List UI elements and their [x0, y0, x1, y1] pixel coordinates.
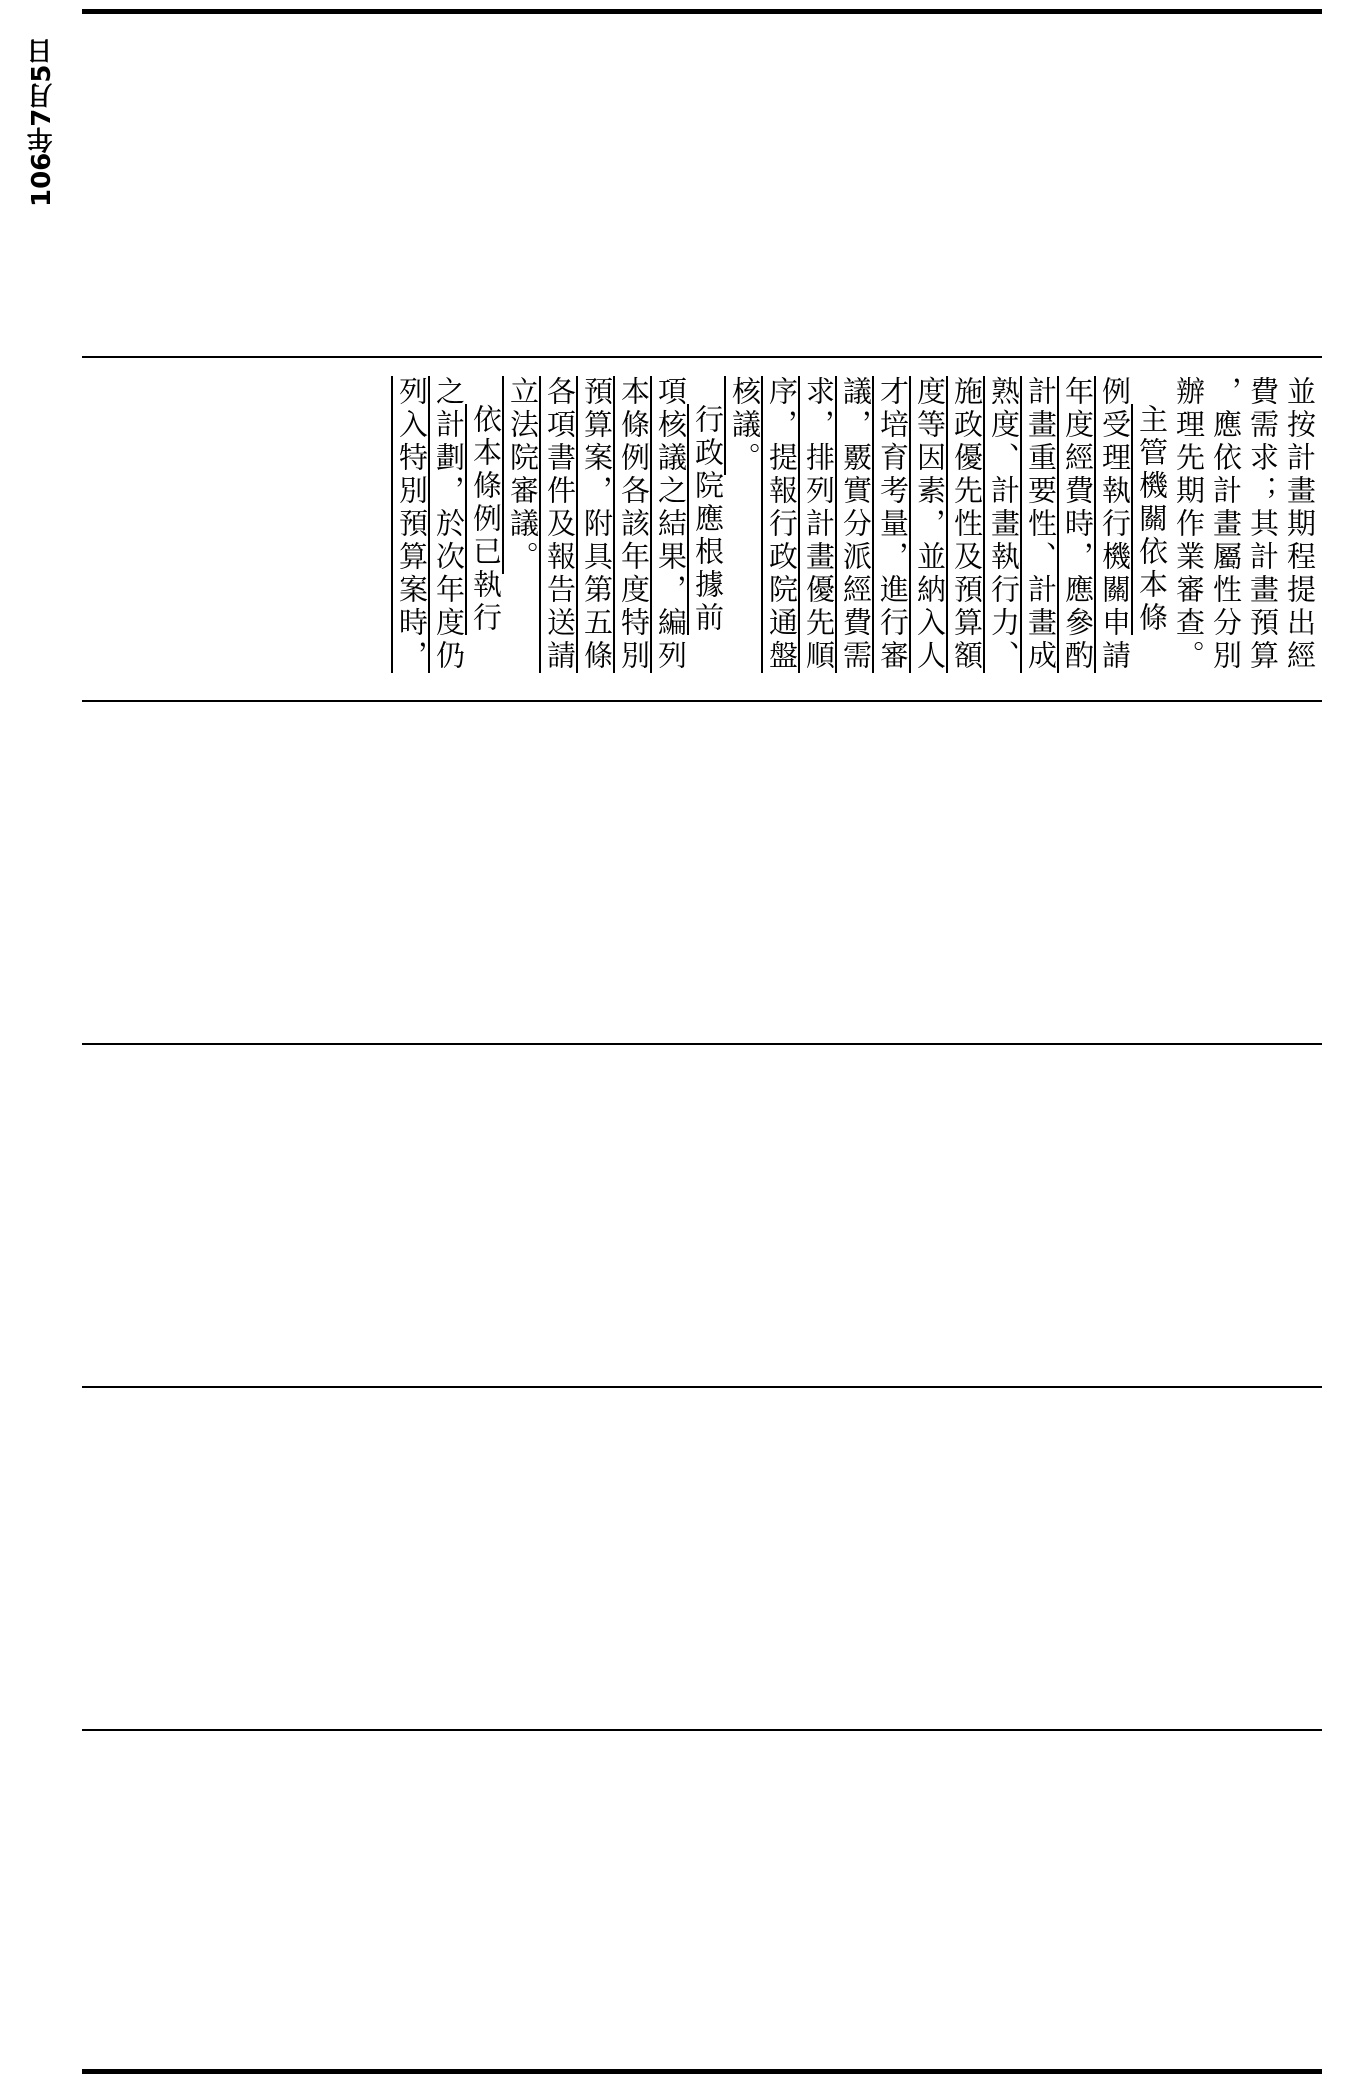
text-column	[1059, 376, 1096, 696]
column-amended-text: 各項書件及報告送請	[543, 376, 577, 673]
column-amended-text: 才培育考量，進行審	[876, 376, 910, 673]
column-amended-text: 求，排列計畫優先順	[802, 376, 836, 673]
text-column	[985, 376, 1022, 696]
text-column	[1281, 376, 1318, 696]
text-column	[652, 376, 689, 696]
column-plain-text: ，應依計畫屬性分別	[1209, 376, 1243, 673]
column-amended-text: 序，提報行政院通盤	[765, 376, 799, 673]
text-column	[689, 376, 726, 696]
text-column	[467, 376, 504, 696]
text-column	[948, 376, 985, 696]
column-amended-text: 立法院審議。	[506, 376, 540, 574]
column-amended-text: 依本條例已執行	[469, 404, 503, 635]
column-amended-text: 計畫重要性、計畫成	[1024, 376, 1058, 673]
column-amended-text: 主管機關依本條	[1135, 404, 1169, 635]
text-column	[763, 376, 800, 696]
text-column	[1133, 376, 1170, 696]
column-amended-text: 列入特別預算案時，	[395, 376, 429, 673]
column-amended-text: 施政優先性及預算額	[950, 376, 984, 673]
column-amended-text: 預算案，附具第五條	[580, 376, 614, 673]
column-plain-text: 費需求；其計畫預算	[1246, 376, 1280, 673]
column-amended-text: 年度經費時，應參酌	[1061, 376, 1095, 673]
column-amended-text: 項核議之結果，編列	[654, 376, 688, 673]
article-text-cell	[88, 368, 1318, 696]
text-column	[1022, 376, 1059, 696]
column-amended-text: 熟度、計畫執行力、	[987, 376, 1021, 673]
row-divider-5	[82, 1729, 1322, 1731]
text-column	[874, 376, 911, 696]
column-amended-text: 本條例各該年度特別	[617, 376, 651, 673]
text-column	[1170, 376, 1207, 696]
column-amended-text: 度等因素，並納入人	[913, 376, 947, 673]
text-column	[911, 376, 948, 696]
bottom-border-rule	[82, 2069, 1322, 2074]
text-column	[1244, 376, 1281, 696]
column-plain-text: 並按計畫期程提出經	[1283, 376, 1317, 673]
text-column	[1096, 376, 1133, 696]
column-amended-text: 例受理執行機關申請	[1098, 376, 1132, 673]
text-column	[504, 376, 541, 696]
text-column	[578, 376, 615, 696]
row-divider-4	[82, 1386, 1322, 1388]
row-divider-1	[82, 356, 1322, 358]
page-date-header: 106年7月5日	[27, 38, 57, 208]
column-amended-text: 核議。	[728, 376, 762, 475]
column-amended-text: 行政院應根據前	[691, 404, 725, 635]
text-column	[430, 376, 467, 696]
row-divider-2	[82, 700, 1322, 702]
text-column	[726, 376, 763, 696]
text-column	[393, 376, 430, 696]
column-plain-text: 辦理先期作業審查。	[1172, 376, 1206, 673]
text-column	[837, 376, 874, 696]
column-amended-text: 之計劃，於次年度仍	[432, 376, 466, 673]
row-divider-3	[82, 1043, 1322, 1045]
column-amended-text: 議，覈實分派經費需	[839, 376, 873, 673]
text-column	[615, 376, 652, 696]
top-border-rule	[82, 9, 1322, 14]
text-column	[541, 376, 578, 696]
text-column	[1207, 376, 1244, 696]
text-column	[800, 376, 837, 696]
